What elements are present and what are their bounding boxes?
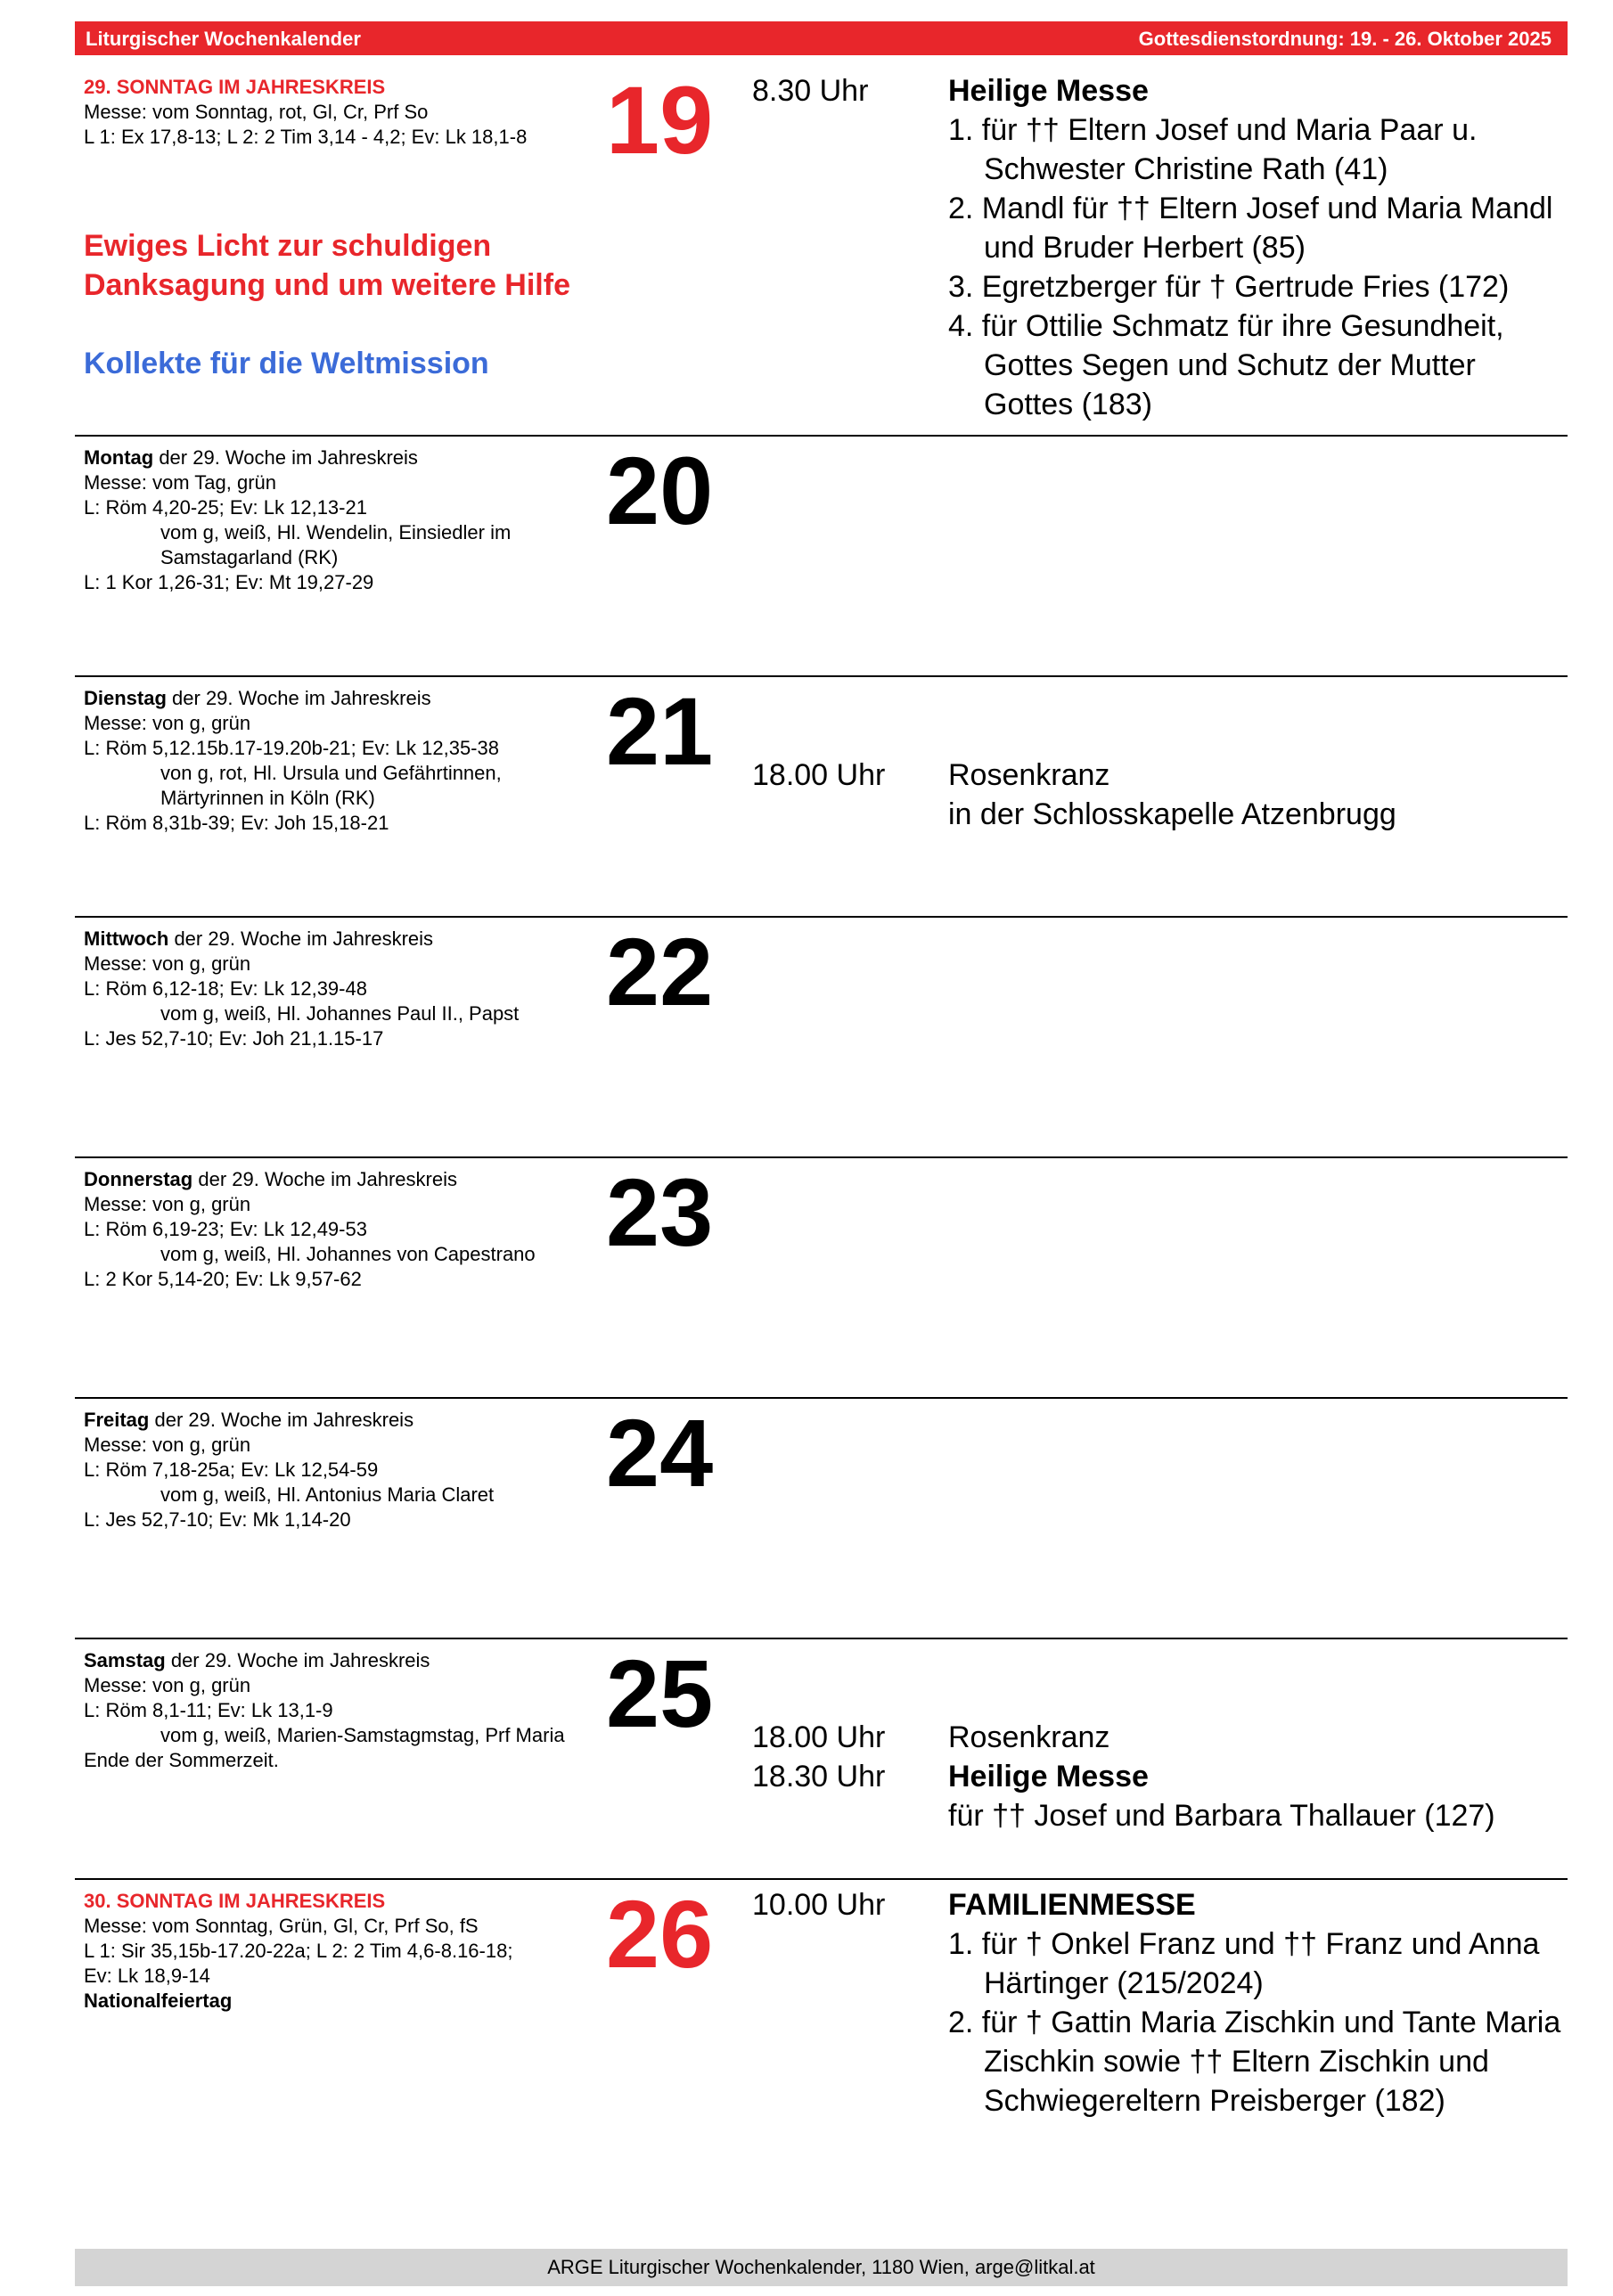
note-line: Ende der Sommerzeit.	[84, 1749, 279, 1771]
readings-line: L 1: Ex 17,8-13; L 2: 2 Tim 3,14 - 4,2; Ev: Lk 18,1-8	[84, 126, 528, 148]
week-label: der 29. Woche im Jahreskreis	[149, 1409, 414, 1431]
intention: 2. für † Gattin Maria Zischkin und Tante Maria Zischkin sowie †† Eltern Zischkin und Schwiegereltern Preisberger (182)	[948, 2006, 1561, 2118]
readings-line: L: Jes 52,7-10; Ev: Joh 21,1.15-17	[84, 1027, 384, 1050]
day-info	[84, 1889, 592, 2014]
header-date-range: Gottesdienstordnung: 19. - 26. Oktober 2025	[1138, 28, 1552, 50]
readings-line: L: Röm 6,19-23; Ev: Lk 12,49-53	[84, 1218, 367, 1240]
eternal-light-note	[84, 226, 570, 305]
note-line: Danksagung und um weitere Hilfe	[84, 268, 570, 302]
day-block-25	[75, 1639, 1568, 1880]
readings-line: L: Röm 8,1-11; Ev: Lk 13,1-9	[84, 1699, 333, 1721]
service-time: 18.00 Uhr	[752, 758, 886, 792]
intention: 1. für † Onkel Franz und †† Franz und Anna Härtinger (215/2024)	[948, 1927, 1540, 2000]
day-number: 19	[606, 66, 714, 174]
service-time: 18.30 Uhr	[752, 1760, 886, 1793]
service-details	[948, 1885, 1572, 2120]
week-label: der 29. Woche im Jahreskreis	[153, 446, 418, 469]
event-title: Heilige Messe	[948, 74, 1149, 108]
readings-line: L: 2 Kor 5,14-20; Ev: Lk 9,57-62	[84, 1268, 362, 1290]
day-title: 29. SONNTAG IM JAHRESKREIS	[84, 76, 386, 98]
weekday: Dienstag	[84, 687, 167, 709]
day-info	[84, 1408, 592, 1532]
mass-line: Messe: von g, grün	[84, 1193, 251, 1215]
day-block-19	[75, 66, 1568, 435]
day-number: 20	[606, 437, 714, 544]
memorial-line: vom g, weiß, Hl. Wendelin, Einsiedler im Samstagarland (RK)	[160, 521, 512, 568]
collection-note: Kollekte für die Weltmission	[84, 347, 489, 380]
event-location: in der Schlosskapelle Atzenbrugg	[948, 797, 1396, 831]
service-details	[948, 1718, 1572, 1835]
mass-line: Messe: von g, grün	[84, 712, 251, 734]
day-info	[84, 1648, 592, 1773]
mass-line: Messe: vom Tag, grün	[84, 471, 277, 494]
event-title: Rosenkranz	[948, 1720, 1110, 1754]
service-time: 18.00 Uhr	[752, 1720, 886, 1754]
service-details	[948, 756, 1572, 834]
intention: 3. Egretzberger für † Gertrude Fries (172)	[948, 270, 1510, 304]
day-number: 21	[606, 677, 714, 785]
readings-line: L: Röm 6,12-18; Ev: Lk 12,39-48	[84, 977, 367, 1000]
holiday-label: Nationalfeiertag	[84, 1990, 233, 2012]
day-number: 24	[606, 1399, 714, 1507]
service-times	[752, 1718, 885, 1796]
header-title: Liturgischer Wochenkalender	[86, 28, 361, 50]
memorial-line: vom g, weiß, Hl. Antonius Maria Claret	[160, 1483, 495, 1506]
day-block-20	[75, 437, 1568, 677]
day-block-24	[75, 1399, 1568, 1639]
day-number: 23	[606, 1158, 714, 1266]
memorial-line: von g, rot, Hl. Ursula und Gefährtinnen, Märtyrinnen in Köln (RK)	[160, 762, 502, 809]
event-title: Heilige Messe	[948, 1760, 1149, 1793]
weekday: Mittwoch	[84, 927, 169, 950]
day-info	[84, 686, 592, 836]
mass-line: Messe: vom Sonntag, rot, Gl, Cr, Prf So	[84, 101, 429, 123]
readings-line: L: 1 Kor 1,26-31; Ev: Mt 19,27-29	[84, 571, 374, 593]
intention: 4. für Ottilie Schmatz für ihre Gesundheit, Gottes Segen und Schutz der Mutter Gottes (183)	[948, 309, 1504, 421]
readings-line: L: Röm 8,31b-39; Ev: Joh 15,18-21	[84, 812, 389, 834]
service-details	[948, 71, 1572, 424]
readings-line: L: Jes 52,7-10; Ev: Mk 1,14-20	[84, 1508, 351, 1531]
readings-line: L: Röm 7,18-25a; Ev: Lk 12,54-59	[84, 1458, 379, 1481]
week-label: der 29. Woche im Jahreskreis	[192, 1168, 457, 1190]
intention: 2. Mandl für †† Eltern Josef und Maria Mandl und Bruder Herbert (85)	[948, 192, 1553, 265]
header-bar	[75, 21, 1568, 55]
memorial-line: vom g, weiß, Hl. Johannes von Capestrano	[160, 1243, 536, 1265]
event-title: FAMILIENMESSE	[948, 1888, 1196, 1922]
memorial-line: vom g, weiß, Marien-Samstagmstag, Prf Maria	[160, 1724, 565, 1746]
mass-line: Messe: von g, grün	[84, 1434, 251, 1456]
mass-line: Messe: von g, grün	[84, 952, 251, 975]
day-block-26	[75, 1880, 1568, 2236]
weekday: Samstag	[84, 1649, 166, 1671]
mass-line: Messe: von g, grün	[84, 1674, 251, 1696]
event-title: Rosenkranz	[948, 758, 1110, 792]
service-time: 8.30 Uhr	[752, 74, 869, 108]
intention: für †† Josef und Barbara Thallauer (127)	[948, 1799, 1495, 1833]
day-number: 26	[606, 1880, 714, 1988]
day-info	[84, 445, 592, 595]
day-number: 22	[606, 918, 714, 1025]
day-block-23	[75, 1158, 1568, 1399]
day-info	[84, 927, 592, 1051]
service-time: 10.00 Uhr	[752, 1888, 886, 1922]
day-title: 30. SONNTAG IM JAHRESKREIS	[84, 1890, 386, 1912]
readings-line: Ev: Lk 18,9-14	[84, 1965, 210, 1987]
weekday: Freitag	[84, 1409, 150, 1431]
readings-line: L: Röm 5,12.15b.17-19.20b-21; Ev: Lk 12,35-38	[84, 737, 499, 759]
readings-line: L 1: Sir 35,15b-17.20-22a; L 2: 2 Tim 4,6-8.16-18;	[84, 1940, 513, 1962]
week-label: der 29. Woche im Jahreskreis	[165, 1649, 430, 1671]
day-info	[84, 1167, 592, 1292]
day-block-21	[75, 677, 1568, 918]
week-label: der 29. Woche im Jahreskreis	[168, 927, 434, 950]
note-line: Ewiges Licht zur schuldigen	[84, 229, 492, 263]
memorial-line: vom g, weiß, Hl. Johannes Paul II., Papst	[160, 1002, 520, 1025]
day-info	[84, 75, 592, 150]
mass-line: Messe: vom Sonntag, Grün, Gl, Cr, Prf So, fS	[84, 1915, 479, 1937]
footer: ARGE Liturgischer Wochenkalender, 1180 Wien, arge@litkal.at	[75, 2249, 1568, 2286]
readings-line: L: Röm 4,20-25; Ev: Lk 12,13-21	[84, 496, 367, 519]
weekday: Donnerstag	[84, 1168, 193, 1190]
intention: 1. für †† Eltern Josef und Maria Paar u. Schwester Christine Rath (41)	[948, 113, 1478, 186]
week-label: der 29. Woche im Jahreskreis	[166, 687, 431, 709]
day-number: 25	[606, 1639, 714, 1747]
weekday: Montag	[84, 446, 154, 469]
day-block-22	[75, 918, 1568, 1158]
